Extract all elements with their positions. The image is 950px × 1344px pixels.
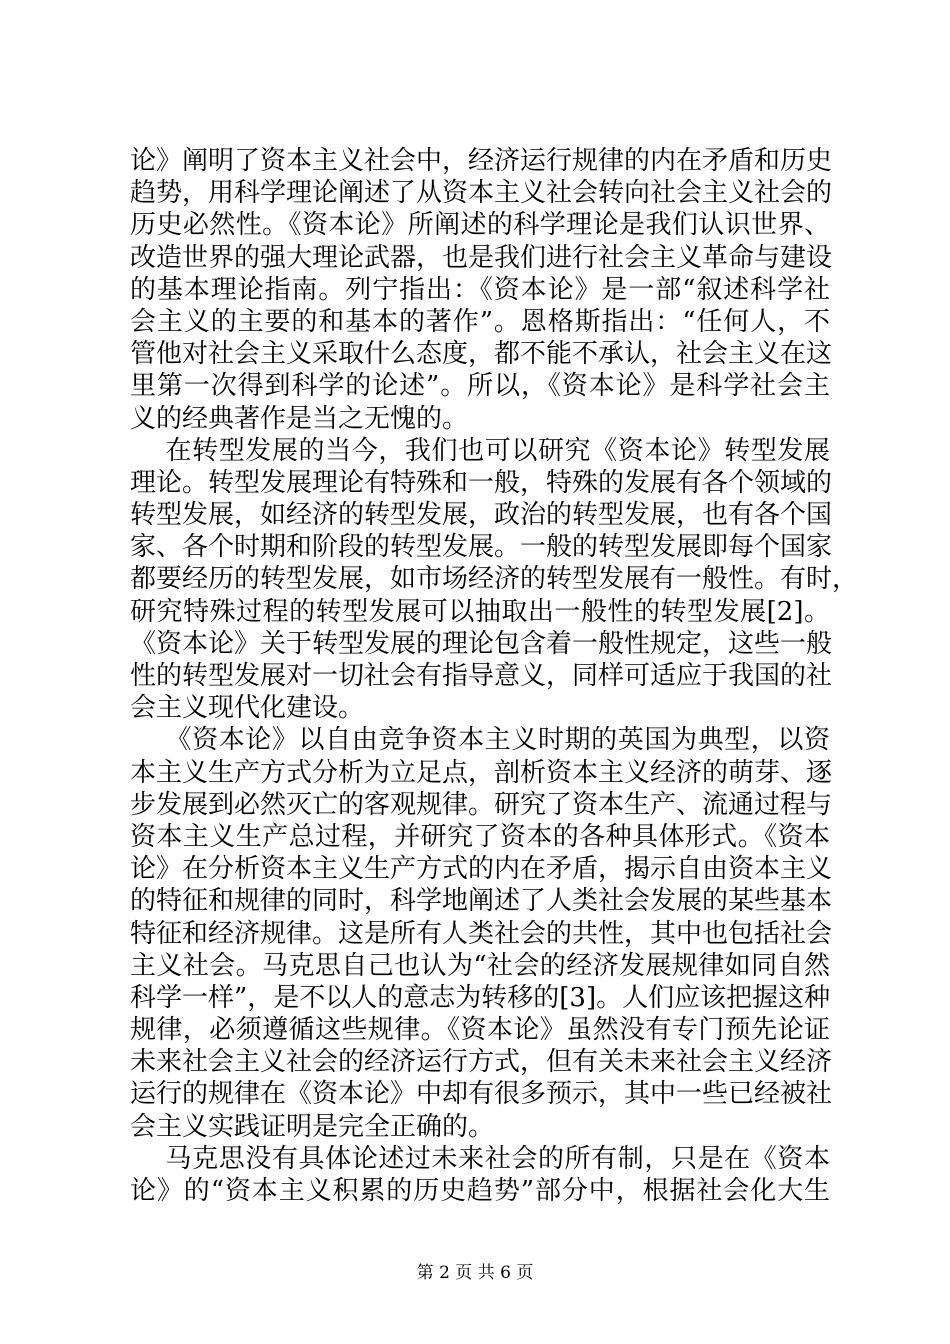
- text-line: 步发展到必然灭亡的客观规律。研究了资本生产、流通过程与: [130, 789, 833, 820]
- text-line: 科学一样”，是不以人的意志为转移的[3]。人们应该把握这种: [130, 982, 831, 1013]
- page-footer: 第 2 页 共 6 页: [416, 1263, 534, 1283]
- text-line: 研究特殊过程的转型发展可以抽取出一般性的转型发展[2]。: [130, 596, 830, 627]
- paragraph-4: [130, 1143, 830, 1207]
- text-line: 未来社会主义社会的经济运行方式，但有关未来社会主义经济: [130, 1047, 833, 1078]
- text-line: 义的经典著作是当之无愧的。: [130, 403, 469, 434]
- text-line: 理论。转型发展理论有特殊和一般，特殊的发展有各个领域的: [130, 467, 833, 498]
- text-line: 都要经历的转型发展，如市场经济的转型发展有一般性。有时，: [130, 564, 859, 595]
- text-line: 本主义生产方式分析为立足点，剖析资本主义经济的萌芽、逐: [130, 757, 833, 788]
- text-line: 管他对社会主义采取什么态度，都不能不承认，社会主义在这: [130, 339, 833, 370]
- text-line: 的基本理论指南。列宁指出：《资本论》是一部“叙述科学社: [130, 274, 830, 305]
- text-line: 转型发展，如经济的转型发展，政治的转型发展，也有各个国: [130, 500, 833, 531]
- text-line: 里第一次得到科学的论述”。所以，《资本论》是科学社会主: [130, 371, 830, 402]
- text-line: 论》在分析资本主义生产方式的内在矛盾，揭示自由资本主义: [130, 854, 833, 885]
- text-line: 主义社会。马克思自己也认为“社会的经济发展规律如同自然: [130, 950, 830, 981]
- text-line: 家、各个时期和阶段的转型发展。一般的转型发展即每个国家: [130, 532, 833, 563]
- text-line: 会主义现代化建设。: [130, 693, 365, 724]
- text-line: 论》阐明了资本主义社会中，经济运行规律的内在矛盾和历史: [130, 146, 833, 176]
- text-line: 在转型发展的当今，我们也可以研究《资本论》转型发展: [130, 435, 830, 466]
- text-line: 性的转型发展对一切社会有指导意义，同样可适应于我国的社: [130, 661, 833, 691]
- text-line: 的特征和规律的同时，科学地阐述了人类社会发展的某些基本: [130, 886, 833, 917]
- paragraph-2: [130, 435, 859, 725]
- text-line: 论》的“资本主义积累的历史趋势”部分中，根据社会化大生: [130, 1176, 830, 1206]
- text-line: 历史必然性。《资本论》所阐述的科学理论是我们认识世界、: [130, 210, 830, 241]
- text-line: 会主义的主要的和基本的著作”。恩格斯指出：“任何人，不: [130, 306, 830, 337]
- text-line: 会主义实践证明是完全正确的。: [130, 1111, 495, 1142]
- paragraph-3: [130, 724, 833, 1142]
- paragraph-1: [130, 145, 833, 435]
- text-line: 《资本论》以自由竞争资本主义时期的英国为典型，以资: [130, 725, 830, 756]
- text-line: 特征和经济规律。这是所有人类社会的共性，其中也包括社会: [130, 918, 833, 949]
- text-line: 马克思没有具体论述过未来社会的所有制，只是在《资本: [130, 1143, 830, 1174]
- text-line: 运行的规律在《资本论》中却有很多预示，其中一些已经被社: [130, 1079, 833, 1110]
- body-text: [130, 145, 859, 1207]
- text-line: 趋势，用科学理论阐述了从资本主义社会转向社会主义社会的: [130, 178, 833, 209]
- text-line: 资本主义生产总过程，并研究了资本的各种具体形式。《资本: [130, 821, 830, 852]
- text-line: 改造世界的强大理论武器，也是我们进行社会主义革命与建设: [130, 242, 833, 273]
- text-line: 规律，必须遵循这些规律。《资本论》虽然没有专门预先论证: [130, 1015, 830, 1046]
- text-line: 《资本论》关于转型发展的理论包含着一般性规定，这些一般: [130, 628, 833, 659]
